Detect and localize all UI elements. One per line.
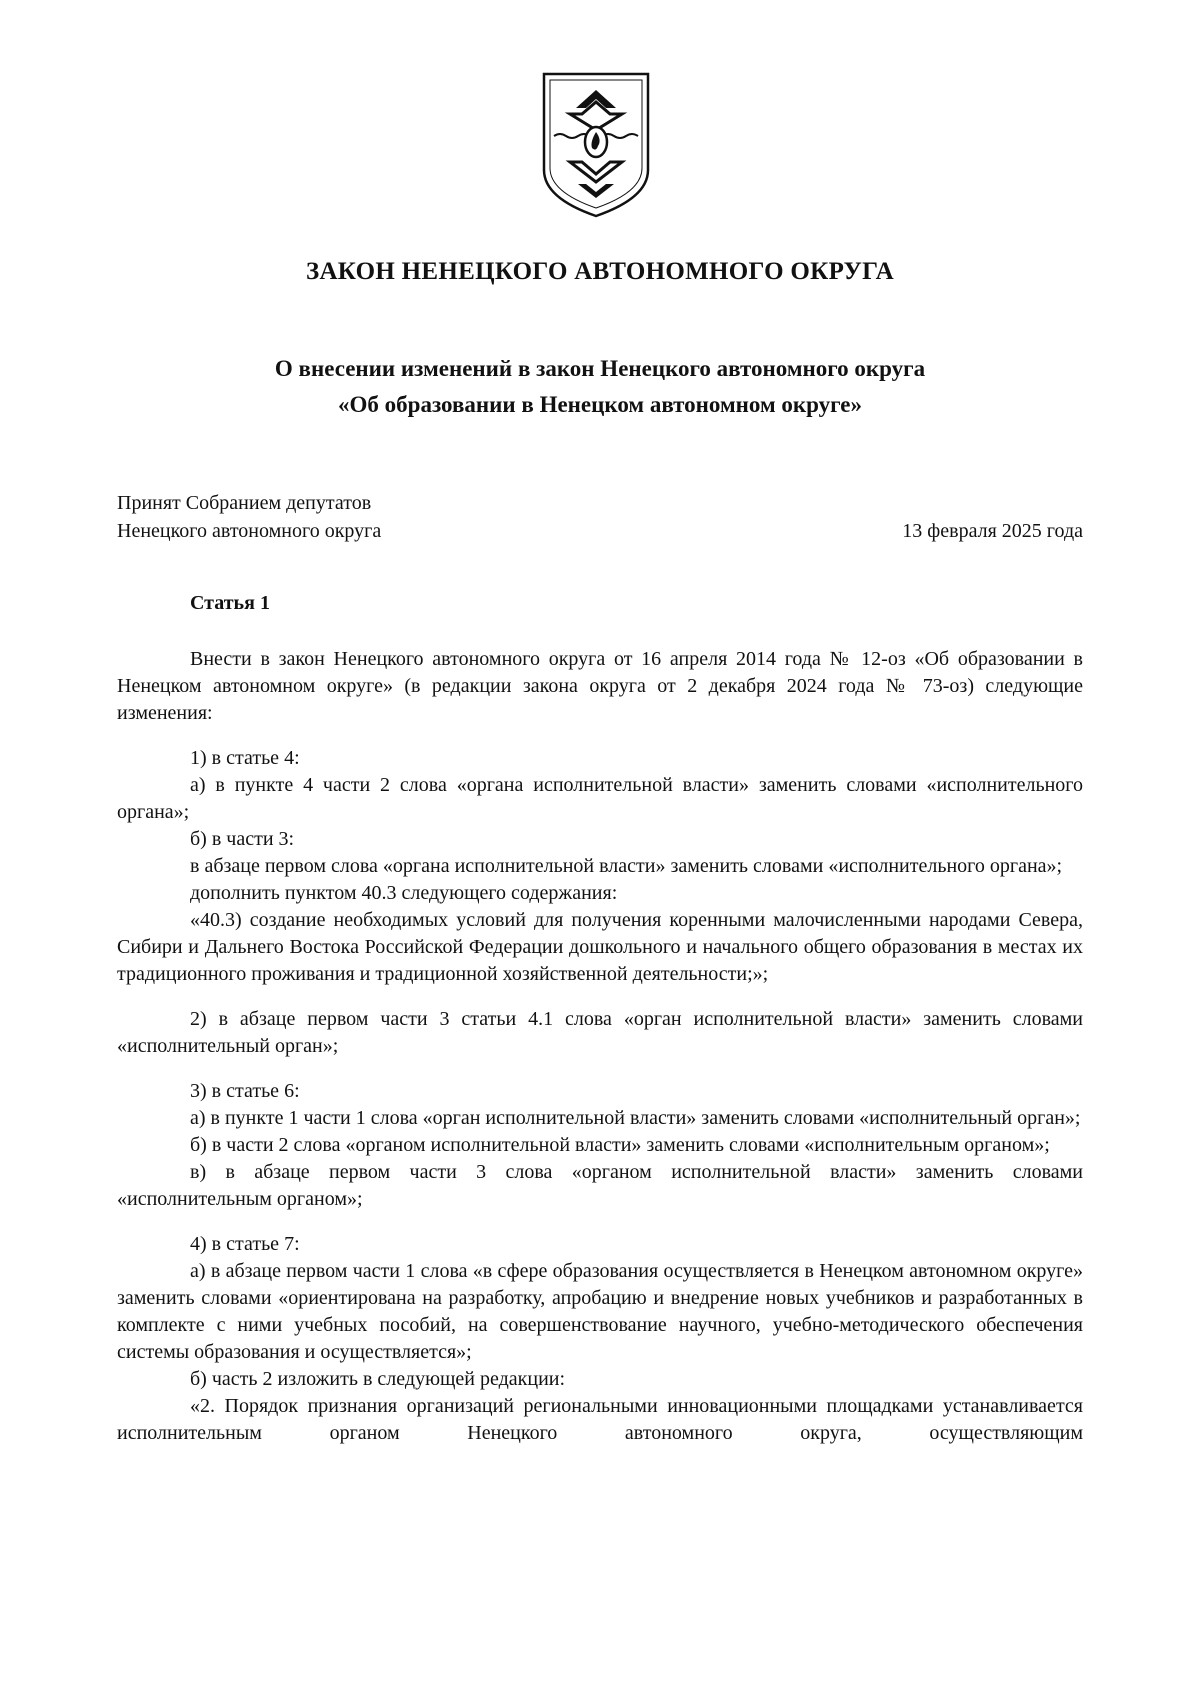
subtitle-line-1: О внесении изменений в закон Ненецкого автономного округа [274, 356, 926, 381]
paragraph: б) в части 3: [190, 828, 295, 850]
paragraph: 3) в статье 6: [190, 1080, 300, 1102]
paragraph: 1) в статье 4: [190, 747, 300, 769]
paragraph: а) в пункте 4 части 2 слова «органа исполнительной власти» заменить словами «исполнительного органа»; [117, 774, 1083, 823]
subtitle-line-2: «Об образовании в Ненецком автономном округе» [338, 392, 862, 417]
adopted-by-line-2: Ненецкого автономного округа [117, 520, 382, 542]
paragraph: а) в абзаце первом части 1 слова «в сфере образования осуществляется в Ненецком автономном округе» заменить словами «ориентирована на разработку, апробацию и внедрение новых учебников и разработанных в комплекте с ними учебных пособий, на совершенствование научного, учебно-методического обеспечения системы образования и осуществляется»; [117, 1260, 1083, 1363]
paragraph: «2. Порядок признания организаций региональными инновационными площадками устанавливается исполнительным органом Ненецкого автономного округа, осуществляющим [117, 1395, 1083, 1444]
paragraph: в) в абзаце первом части 3 слова «органом исполнительной власти» заменить словами «исполнительным органом»; [117, 1161, 1083, 1210]
adoption-date: 13 февраля 2025 года [902, 520, 1083, 542]
paragraph: 2) в абзаце первом части 3 статьи 4.1 слова «орган исполнительной власти» заменить словами «исполнительный орган»; [117, 1008, 1083, 1057]
law-title: ЗАКОН НЕНЕЦКОГО АВТОНОМНОГО ОКРУГА [305, 258, 895, 285]
paragraph: а) в пункте 1 части 1 слова «орган исполнительной власти» заменить словами «исполнительный орган»; [190, 1107, 1081, 1129]
paragraph: в абзаце первом слова «органа исполнительной власти» заменить словами «исполнительного органа»; [190, 855, 1063, 877]
paragraph: б) в части 2 слова «органом исполнительной власти» заменить словами «исполнительным органом»; [190, 1134, 1050, 1156]
adopted-by-line-1: Принят Собранием депутатов [117, 492, 372, 514]
paragraph: «40.3) создание необходимых условий для получения коренными малочисленными народами Севера, Сибири и Дальнего Востока Российской Федерации дошкольного и начального общего образования в местах их традиционного проживания и традиционной хозяйственной деятельности;»; [117, 909, 1083, 985]
paragraph: 4) в статье 7: [190, 1233, 300, 1255]
nao-coat-of-arms-icon [540, 70, 652, 220]
paragraph: Внести в закон Ненецкого автономного округа от 16 апреля 2014 года № 12-оз «Об образовании в Ненецком автономном округе» (в редакции закона округа от 2 декабря 2024 года № 73-оз) следующие изменения: [117, 648, 1083, 724]
article-heading: Статья 1 [190, 592, 270, 614]
paragraph: б) часть 2 изложить в следующей редакции: [190, 1368, 566, 1390]
paragraph: дополнить пунктом 40.3 следующего содержания: [190, 882, 618, 904]
article-body [117, 646, 1083, 1447]
